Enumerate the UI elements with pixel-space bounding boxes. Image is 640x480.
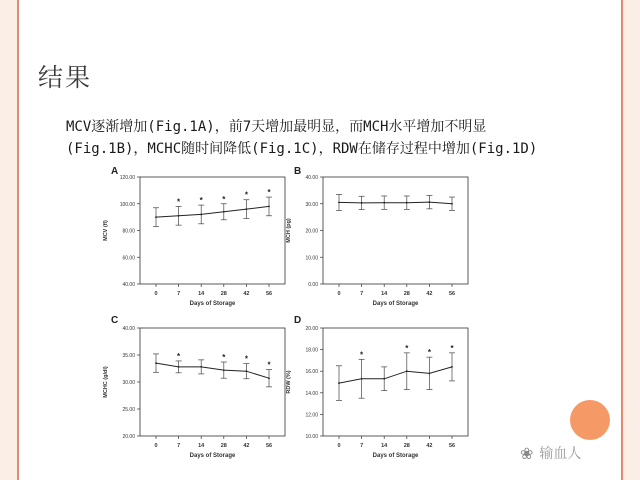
panel-label-a: A <box>111 166 119 177</box>
y-tick-label-b-1: 10.00 <box>305 255 318 262</box>
data-point-c-3 <box>223 369 225 371</box>
y-tick-label-c-0: 20.00 <box>122 434 135 440</box>
y-tick-label-c-3: 35.00 <box>122 353 135 359</box>
x-tick-label-c-3: 28 <box>220 443 227 449</box>
y-tick-label-d-0: 10.00 <box>305 434 318 440</box>
x-tick-label-d-2: 14 <box>381 443 388 449</box>
y-tick-label-c-4: 40.00 <box>122 326 135 332</box>
significance-star-a-2: * <box>199 196 203 206</box>
significance-star-a-5: * <box>267 188 271 198</box>
data-point-c-2 <box>200 366 202 368</box>
significance-star-a-4: * <box>244 190 248 200</box>
y-axis-label-d: RDW (%) <box>286 370 292 394</box>
x-tick-label-a-4: 42 <box>243 291 250 297</box>
y-tick-label-a-4: 120.00 <box>119 175 135 181</box>
significance-star-c-3: * <box>222 353 226 363</box>
significance-star-c-5: * <box>267 360 271 370</box>
data-point-c-4 <box>246 370 248 372</box>
x-axis-label-a: Days of Storage <box>189 301 236 307</box>
x-tick-label-d-3: 28 <box>403 443 410 449</box>
x-tick-label-d-0: 0 <box>337 443 341 449</box>
data-point-d-2 <box>383 378 385 380</box>
data-point-a-4 <box>246 208 248 210</box>
y-tick-label-d-1: 12.00 <box>305 412 318 419</box>
y-tick-label-c-2: 30.00 <box>122 380 135 386</box>
data-point-d-1 <box>361 378 363 380</box>
x-tick-label-a-2: 14 <box>198 291 205 297</box>
significance-star-d-5: * <box>450 343 454 353</box>
x-tick-label-c-4: 42 <box>243 443 250 449</box>
y-tick-label-a-3: 100.00 <box>119 201 135 208</box>
x-tick-label-b-5: 56 <box>448 291 456 297</box>
x-tick-label-c-1: 7 <box>177 443 181 449</box>
x-tick-label-b-2: 14 <box>381 291 388 297</box>
data-point-a-3 <box>223 211 225 213</box>
description-line-2: (Fig.1B)，MCHC随时间降低(Fig.1C)，RDW在储存过程中增加(Fig.1D) <box>66 141 538 157</box>
x-tick-label-a-1: 7 <box>177 291 181 297</box>
y-tick-label-b-4: 40.00 <box>305 175 318 181</box>
y-tick-label-d-3: 16.00 <box>305 369 318 376</box>
watermark <box>520 440 581 466</box>
plot-frame-a <box>140 177 285 284</box>
panel-label-d: D <box>294 315 302 326</box>
series-line-b <box>339 202 452 204</box>
y-tick-label-a-2: 80.00 <box>122 228 135 235</box>
significance-star-d-3: * <box>405 343 409 353</box>
significance-star-d-1: * <box>360 350 364 360</box>
y-tick-label-c-1: 25.00 <box>122 407 135 413</box>
significance-star-c-4: * <box>244 354 248 364</box>
series-line-c <box>156 360 271 378</box>
x-tick-label-c-5: 56 <box>265 443 273 449</box>
x-tick-label-d-4: 42 <box>426 443 433 449</box>
data-point-b-2 <box>383 202 385 204</box>
y-axis-label-b: MCH (pg) <box>286 218 292 243</box>
y-tick-label-b-3: 30.00 <box>305 201 318 208</box>
panel-label-c: C <box>111 315 119 326</box>
data-point-b-1 <box>361 202 363 204</box>
orange-dot-decoration <box>570 400 610 440</box>
significance-star-d-4: * <box>427 348 431 358</box>
y-tick-label-d-5: 20.00 <box>305 326 318 332</box>
data-point-b-0 <box>338 202 340 204</box>
y-tick-label-a-0: 40.00 <box>122 282 135 288</box>
significance-star-a-1: * <box>177 197 181 207</box>
data-point-a-1 <box>178 215 180 217</box>
x-tick-label-a-0: 0 <box>154 291 158 297</box>
y-tick-label-d-2: 14.00 <box>305 390 318 397</box>
significance-star-c-1: * <box>177 351 181 361</box>
data-point-d-3 <box>406 370 408 372</box>
significance-star-a-3: * <box>222 194 226 204</box>
y-tick-label-b-2: 20.00 <box>305 228 318 235</box>
data-point-a-5 <box>268 206 270 208</box>
y-axis-label-c: MCHC (g/dl) <box>103 366 109 398</box>
description-line-1: MCV逐渐增加(Fig.1A)，前7天增加最明显，而MCH水平增加不明显 <box>66 119 487 135</box>
plot-frame-b <box>323 177 468 284</box>
series-line-d <box>339 367 452 383</box>
data-point-b-3 <box>406 202 408 204</box>
x-axis-label-d: Days of Storage <box>372 453 419 459</box>
wechat-icon: ❀ <box>520 443 534 463</box>
x-tick-label-b-4: 42 <box>426 291 433 297</box>
watermark-text: 输血人 <box>539 446 582 462</box>
x-axis-label-c: Days of Storage <box>189 453 236 459</box>
data-point-c-1 <box>178 366 180 368</box>
x-tick-label-b-0: 0 <box>337 291 341 297</box>
data-point-c-5 <box>268 377 270 379</box>
plot-frame-c <box>140 328 285 436</box>
x-tick-label-b-1: 7 <box>360 291 364 297</box>
data-point-b-5 <box>451 203 453 205</box>
data-point-c-0 <box>155 362 157 364</box>
data-point-d-5 <box>451 366 453 368</box>
x-tick-label-b-3: 28 <box>403 291 410 297</box>
x-tick-label-c-0: 0 <box>154 443 158 449</box>
data-point-b-4 <box>429 201 431 203</box>
data-point-a-0 <box>155 216 157 218</box>
y-tick-label-a-1: 60.00 <box>122 255 135 262</box>
x-tick-label-c-2: 14 <box>198 443 205 449</box>
x-tick-label-d-1: 7 <box>360 443 364 449</box>
x-tick-label-a-3: 28 <box>220 291 227 297</box>
data-point-a-2 <box>200 214 202 216</box>
x-tick-label-a-5: 56 <box>265 291 273 297</box>
data-point-d-0 <box>338 382 340 384</box>
y-axis-label-a: MCV (fl) <box>103 220 109 241</box>
x-tick-label-d-5: 56 <box>448 443 456 449</box>
data-point-d-4 <box>429 372 431 374</box>
slide-title: 结果 <box>38 63 93 92</box>
y-tick-label-d-4: 18.00 <box>305 347 318 354</box>
x-axis-label-b: Days of Storage <box>372 301 419 307</box>
series-line-a <box>156 206 269 217</box>
panel-label-b: B <box>294 166 302 177</box>
y-tick-label-b-0: 0.00 <box>308 282 318 288</box>
